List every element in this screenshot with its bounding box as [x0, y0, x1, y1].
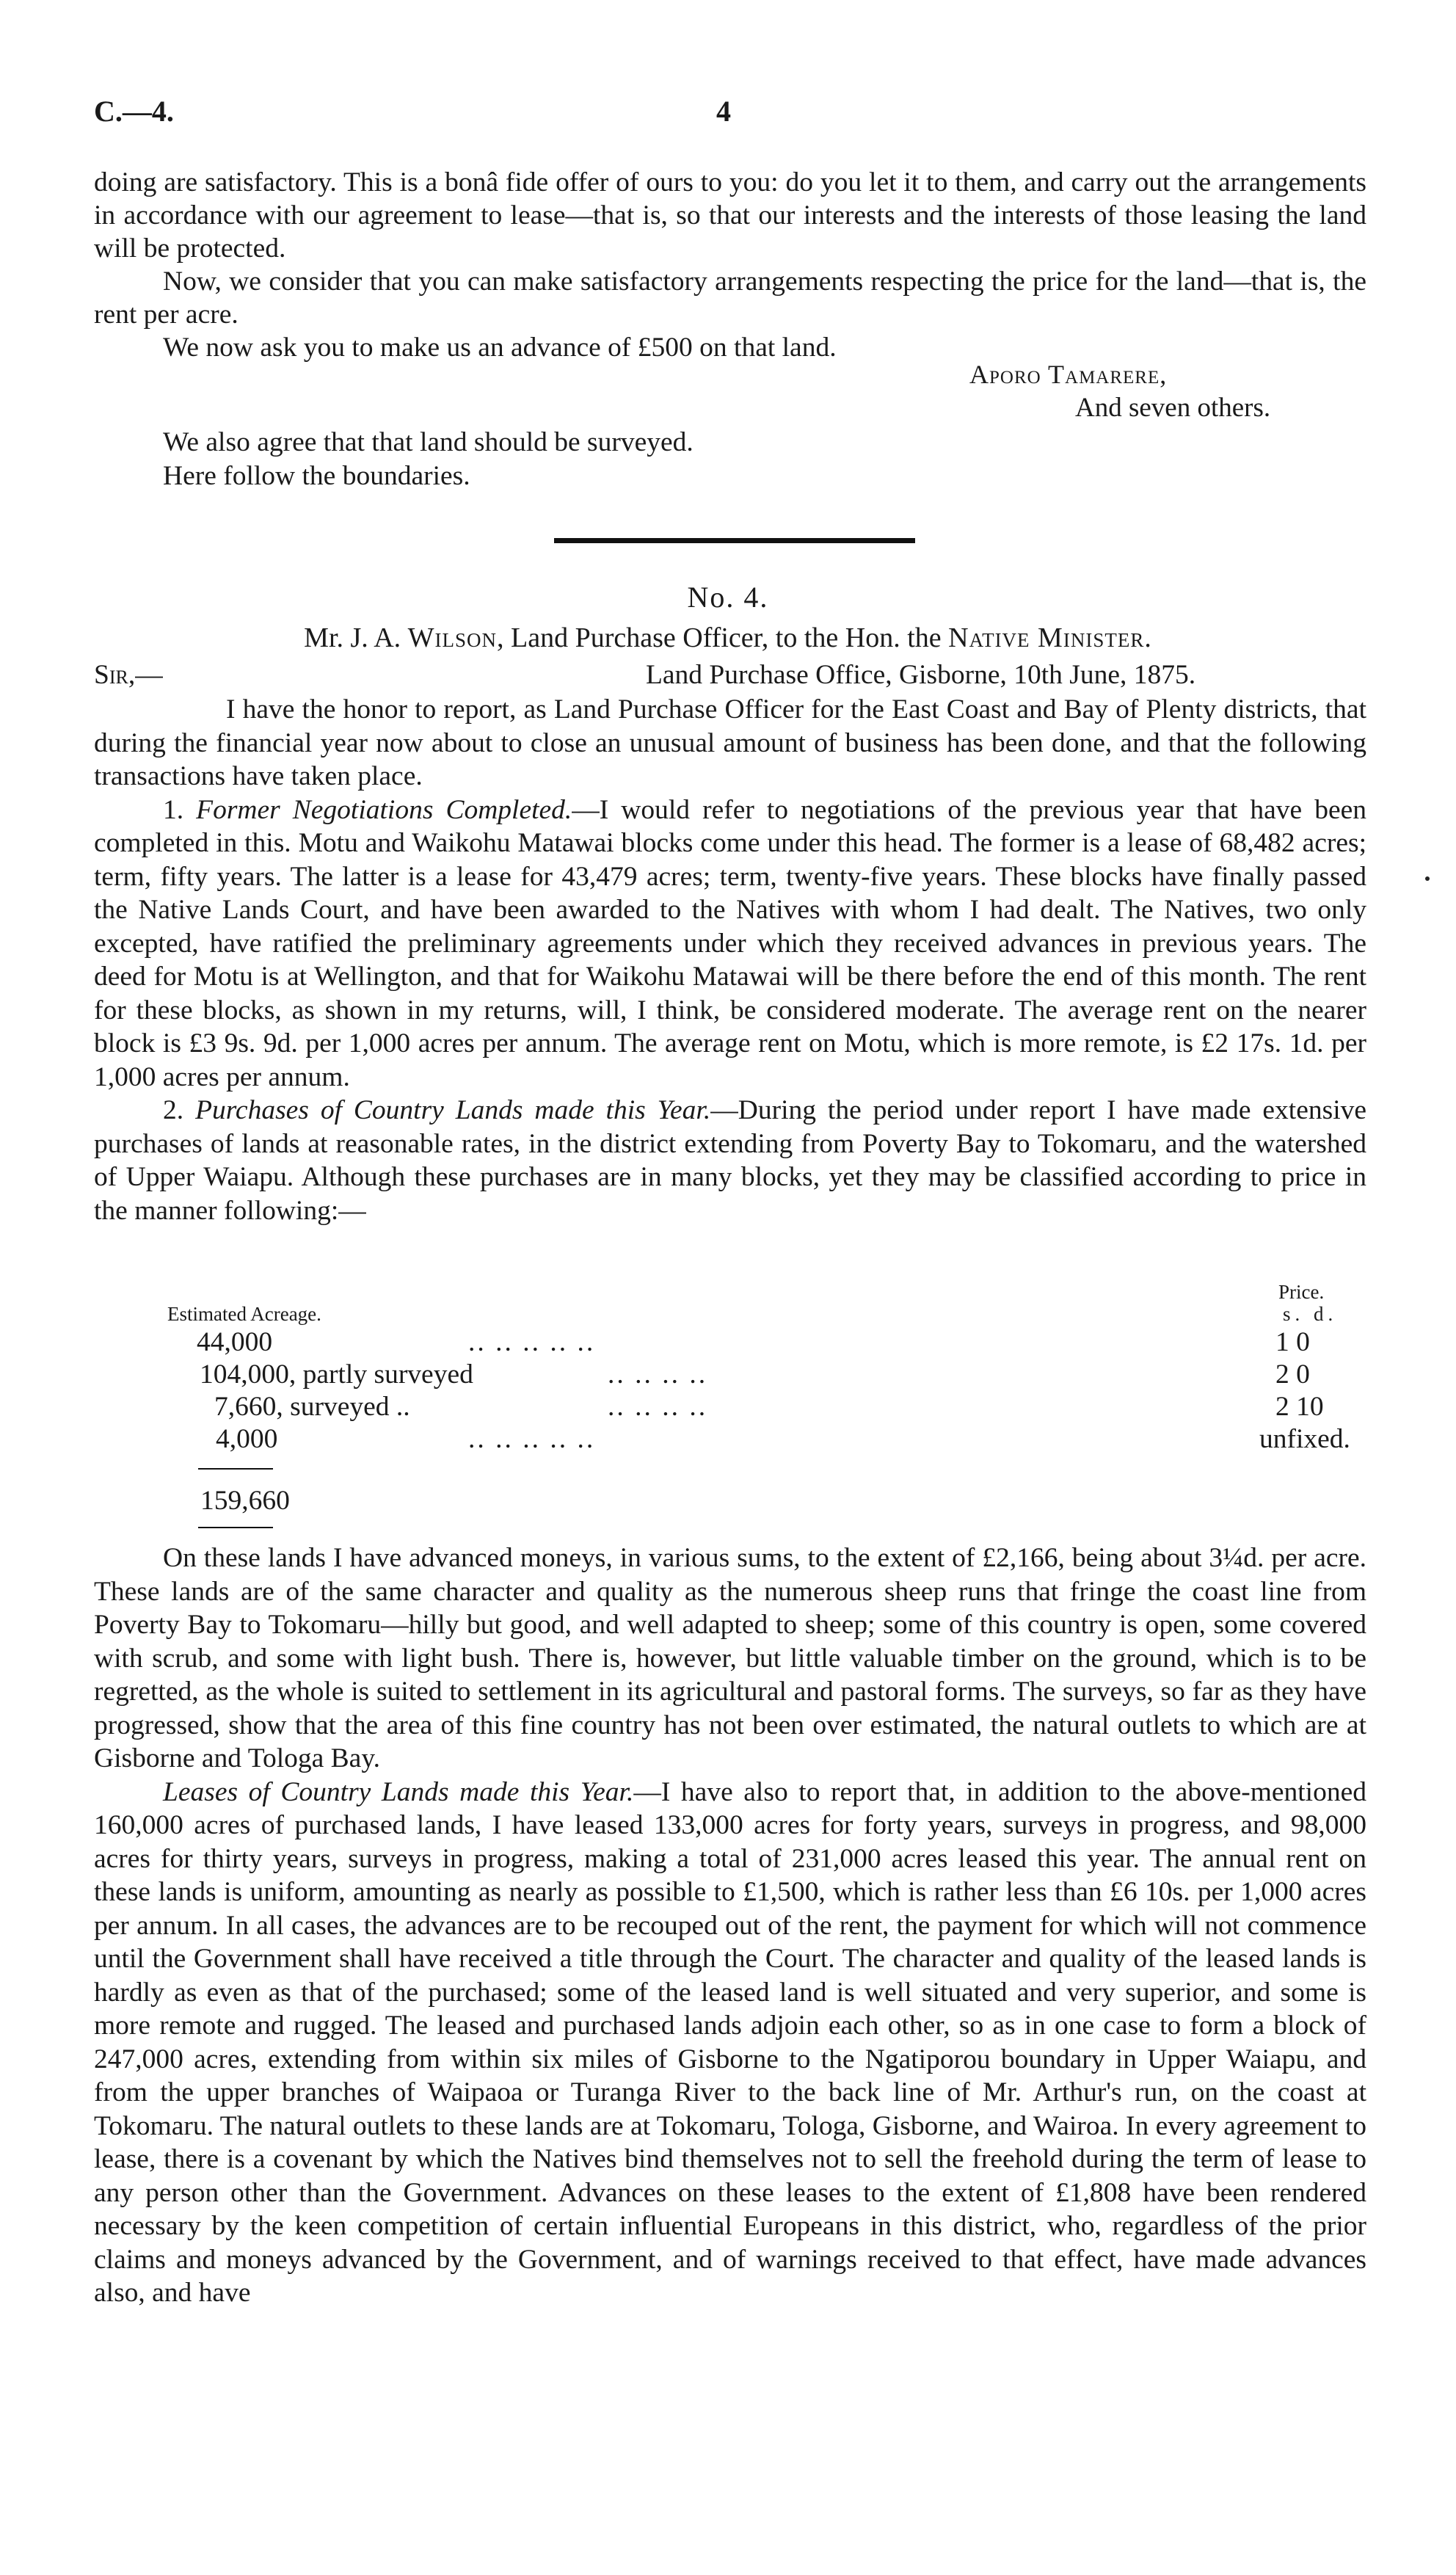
section-3-text: —I have also to report that, in addition to the above-mentioned 160,000 acres of purchased lands, I have leased 133,000 acres for forty years, surveys in progress, and 98,000 acres for thirty years, surveys in progress, making a total of 231,000 acres leased this year. The annual rent on these lands is uniform, amounting as nearly as possible to £1,500, which is rather less than £6 10s. per 1,000 acres per annum. In all cases, the advances are to be recouped out of the rent, the payment for which will not commence until the Government shall have received a title through the Court. The character and quality of the leased lands is hardly as even as that of the purchased; some of the leased land is well situated and very superior, and some is more remote and rugged. The leased and purchased lands adjoin each other, so as in one case to form a block of 247,000 acres, extending from within six miles of Gisborne to the Ngatiporou boundary in Upper Waiapu, and from the upper branches of Waipaoa or Turanga River to the back line of Mr. Arthur's run, on the coast at Tokomaru. The natural outlets to these lands are at Tokomaru, Tologa, Gisborne, and Wairoa. In every agreement to lease, there is a covenant by which the Natives bind themselves not to sell the freehold during the term of lease to any person other than the Government. Advances on these leases to the extent of £1,808 have been rendered necessary by the keen competition of certain influential Europeans in this district, who, regardless of the prior claims and moneys advanced by the Government, and of warnings received to that effect, have made advances also, and have	[94, 1776, 1366, 2308]
acreage-cell: 44,000	[197, 1327, 273, 1357]
intro-paragraph: I have the honor to report, as Land Purchase Officer for the East Coast and Bay of Plenty districts, that during the financial year now about to close an unusual amount of business has been done, and that the following transactions have taken place.	[94, 694, 1366, 791]
acreage-cell: 4,000	[216, 1424, 278, 1454]
section-2-paragraph	[94, 1094, 1366, 1227]
salutation: Sir,—	[94, 660, 163, 690]
section-3-title: Leases of Country Lands made this Year.	[163, 1776, 634, 1807]
letter-address	[0, 622, 1456, 654]
section-2-continuation: On these lands I have advanced moneys, in various sums, to the extent of £2,166, being about 3¼d. per acre. These lands are of the same character and quality as the numerous sheep runs that fringe the coast line from Poverty Bay to Tokomaru—hilly but good, and well adapted to sheep; some of this country is open, some covered with scrub, and some with light bush. There is, however, but little valuable timber on the ground, which is to be regretted, as the whole is suited to settlement in its agricultural and pastoral forms. The surveys, so far as they have progressed, show that the area of this fine country has not been over estimated, the natural outlets to which are at Gisborne and Tologa Bay.	[94, 1543, 1366, 1773]
price-cell: 2 0	[1275, 1359, 1310, 1390]
shillings-pence-header: s. d.	[1283, 1303, 1338, 1325]
price-cell: 2 10	[1275, 1392, 1324, 1422]
report-body-continued	[94, 1541, 1366, 2310]
section-divider	[554, 538, 915, 543]
price-cell: 1 0	[1275, 1327, 1310, 1357]
section-3-paragraph	[94, 1776, 1366, 2310]
address-role: , Land Purchase Officer, to the Hon. the	[497, 622, 942, 653]
section-1-title: Former Negotiations Completed.	[196, 794, 572, 825]
section-1-text: —I would refer to negotiations of the previous year that have been completed in this. Motu and Waikohu Matawai blocks come under this head. The former is a lease of 68,482 acres; term, fifty years. The latter is a lease for 43,479 acres; term, twenty-five years. These blocks have finally passed the Native Lands Court, and have been awarded to the Natives with whom I had dealt. The Natives, two only excepted, have ratified the preliminary agreements under which they received advances in previous years. The deed for Motu is at Wellington, and that for Waikohu Matawai will be there before the end of this month. The rent for these blocks, as shown in my returns, will, I think, be considered moderate. The average rent on the nearer block is £3 9s. 9d. per 1,000 acres per annum. The average rent on Motu, which is more remote, is £2 17s. 1d. per 1,000 acres per annum.	[94, 794, 1367, 1092]
acreage-cell: 7,660, surveyed ..	[214, 1392, 410, 1422]
signatory-name: Aporo Tamarere,	[969, 360, 1168, 389]
salutation-row	[94, 659, 1366, 693]
signatory-note: And seven others.	[1075, 393, 1271, 423]
table-row	[94, 1359, 1371, 1391]
report-body	[94, 693, 1366, 1227]
page-header	[94, 94, 1342, 138]
price-column-header: Price.	[1278, 1281, 1325, 1303]
acreage-column-header: Estimated Acreage.	[167, 1303, 321, 1325]
section-2-number: 2.	[163, 1095, 184, 1125]
preamble-paragraph-1: doing are satisfactory. This is a bonâ fide offer of ours to you: do you let it to them, and carry out the arrangements in accordance with our agreement to lease—that is, so that our interests and the interests of those leasing the land will be protected.	[94, 167, 1366, 264]
page-number: 4	[716, 95, 731, 128]
section-2-text: —During the period under report I have made extensive purchases of lands at reasonable rates, in the district extending from Poverty Bay to Tokomaru, and the watershed of Upper Waiapu. Although these purchases are in many blocks, yet they may be classified according to price in the manner following:—	[94, 1095, 1367, 1226]
letter-number: No. 4.	[687, 581, 769, 614]
total-rule-top	[198, 1468, 273, 1470]
leader-dots: .. .. .. ..	[608, 1392, 708, 1422]
address-name: Wilson	[407, 622, 498, 653]
acreage-total: 159,660	[200, 1486, 290, 1516]
preamble-paragraph-3: We now ask you to make us an advance of £500 on that land.	[163, 333, 837, 363]
boundaries-line: Here follow the boundaries.	[163, 461, 470, 491]
preamble-trailer	[163, 426, 694, 493]
leader-dots: .. .. .. .. ..	[468, 1327, 596, 1357]
address-from: Mr. J. A.	[304, 622, 401, 653]
leader-dots: .. .. .. .. ..	[468, 1424, 596, 1454]
table-row	[94, 1423, 1371, 1456]
section-2-title: Purchases of Country Lands made this Year.	[195, 1095, 711, 1125]
preamble-text	[94, 166, 1366, 364]
dateline: Land Purchase Office, Gisborne, 10th June, 1875.	[646, 660, 1196, 690]
acreage-table	[94, 1281, 1371, 1530]
table-row	[94, 1391, 1371, 1423]
address-to: Native Minister.	[948, 622, 1152, 653]
section-1-number: 1.	[163, 794, 184, 825]
section-1-paragraph	[94, 793, 1366, 1094]
acreage-cell: 104,000, partly surveyed	[200, 1359, 473, 1390]
table-row	[94, 1326, 1371, 1359]
total-rule-bottom	[198, 1527, 273, 1528]
margin-mark	[1425, 876, 1430, 881]
survey-agreement-line: We also agree that that land should be surveyed.	[163, 427, 694, 457]
document-reference: C.—4.	[94, 95, 174, 128]
price-cell: unfixed.	[1259, 1424, 1350, 1454]
preamble-paragraph-2: Now, we consider that you can make satisfactory arrangements respecting the price for the land—that is, the rent per acre.	[94, 266, 1366, 330]
leader-dots: .. .. .. ..	[608, 1359, 708, 1390]
